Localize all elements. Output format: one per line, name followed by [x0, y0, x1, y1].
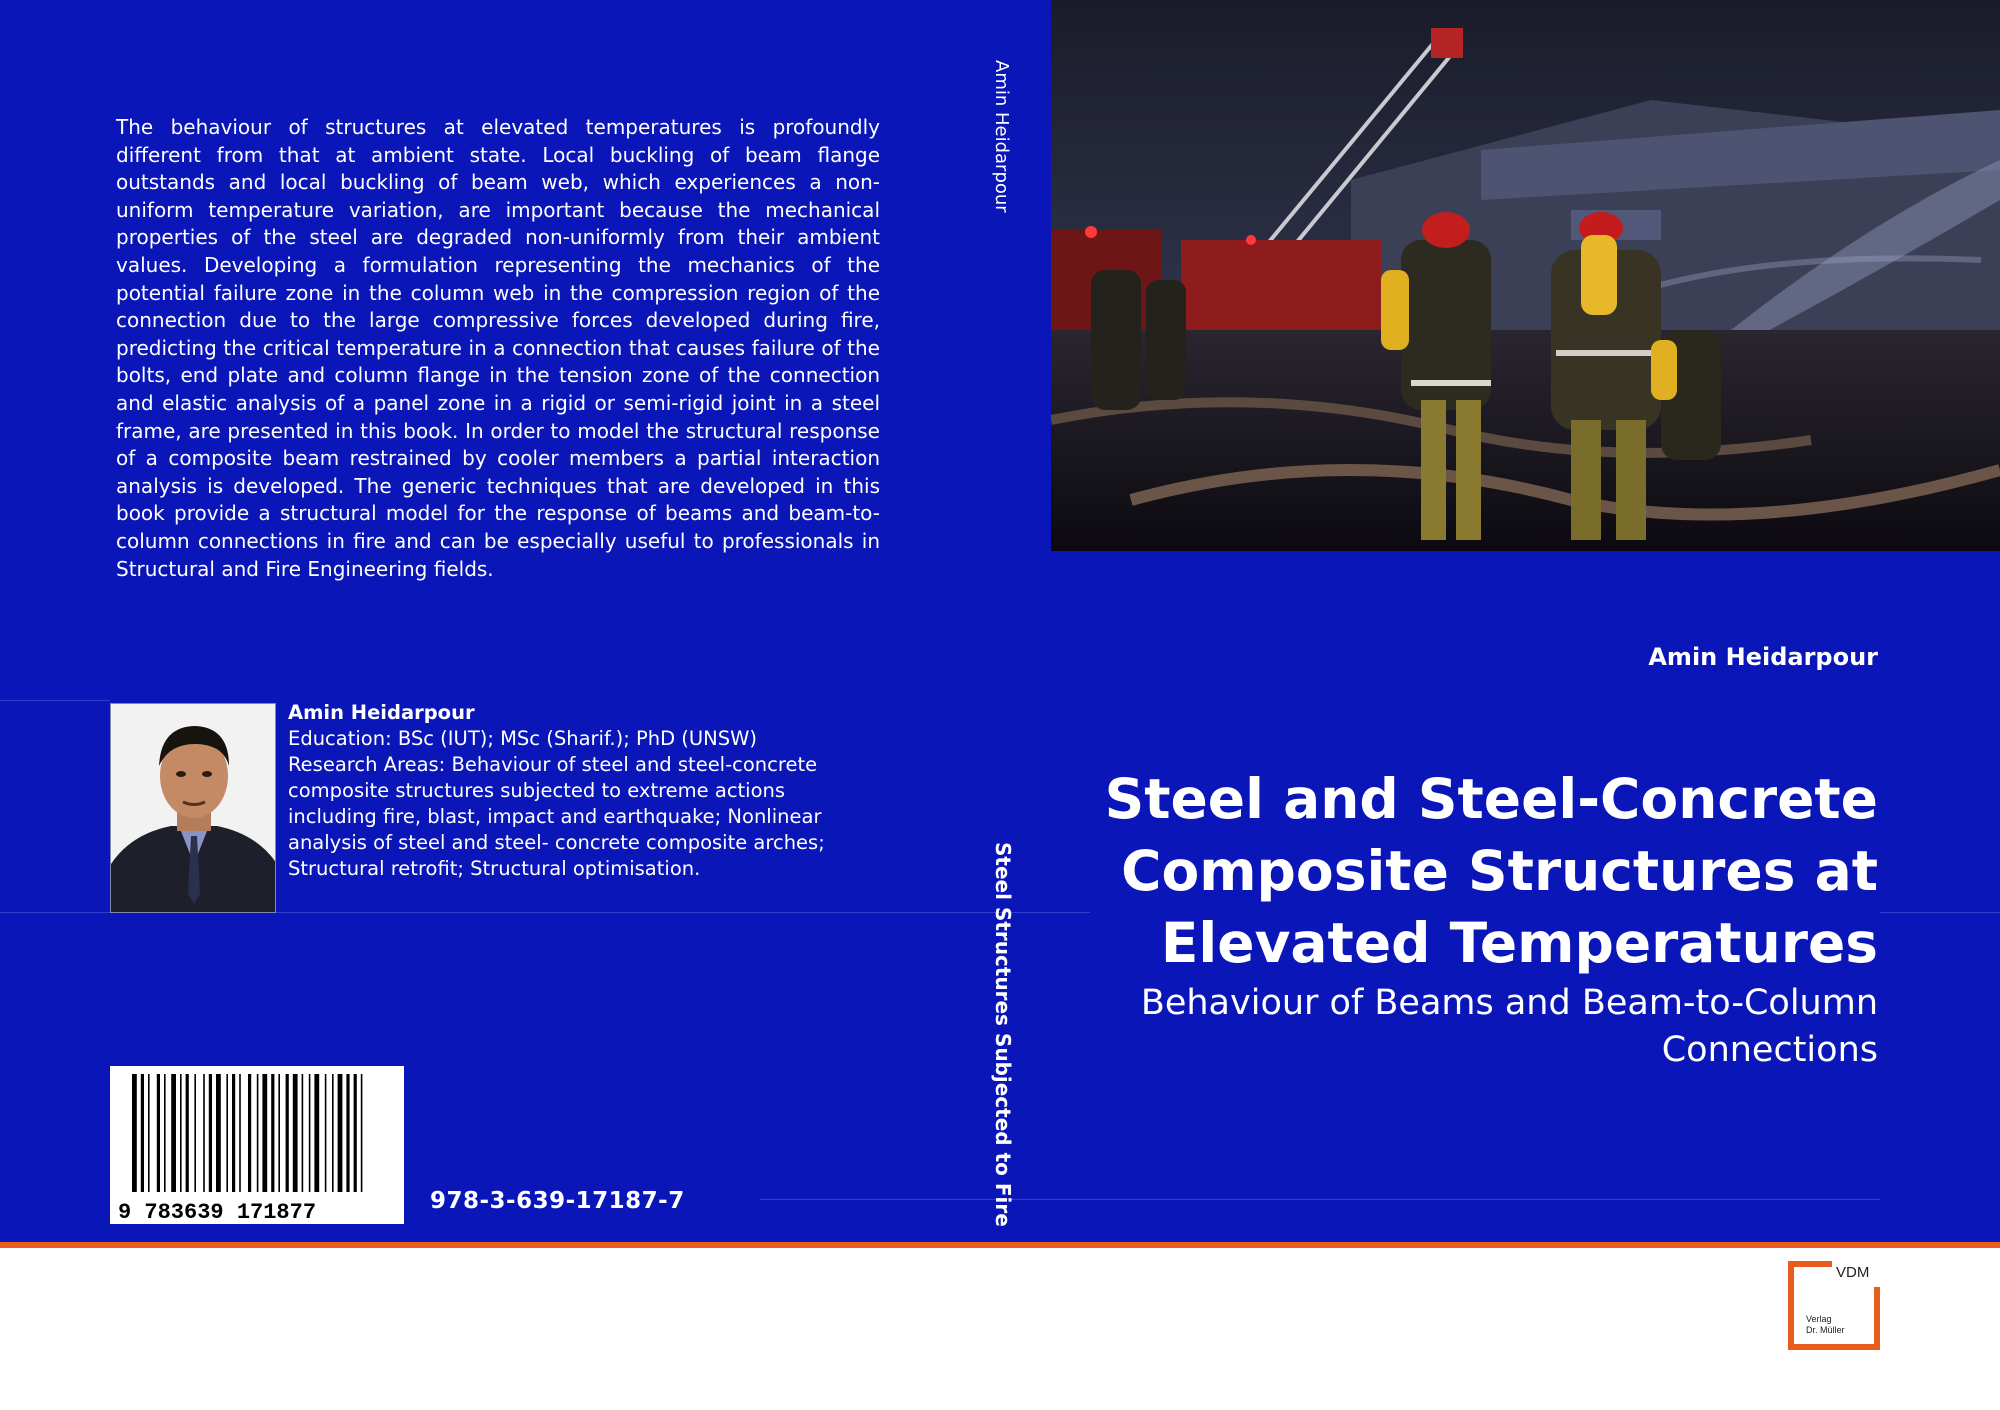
barcode-bar — [314, 1074, 319, 1192]
barcode-bar — [239, 1074, 241, 1192]
barcode-bar — [248, 1074, 251, 1192]
barcode-bar — [262, 1074, 267, 1192]
barcode-bar — [194, 1074, 196, 1192]
book-subtitle: Behaviour of Beams and Beam-to-Column Connections — [1140, 983, 1878, 1070]
back-cover-blurb: The behaviour of structures at elevated temperatures is profoundly different from that at ambient state. Local buckling of beam flange outstands and local buckling of beam web, which experiences a non-uniform temperature variation, are important because the mechanical properties of the steel are degraded non-uniformly from their ambient values. Developing a formulation representing the mechanics of the potential failure zone in the column web in the compression region of the connection due to the large compressive forces developed during fire, predicting the critical temperature in a connection that causes failure of the bolts, end plate and column flange in the tension zone of the connection and elastic analysis of a panel zone in a rigid or semi-rigid joint in a steel frame, are presented in this book. In order to model the structural response of a composite beam restrained by cooler members a partial interaction analysis is developed. The generic techniques that are developed in this book provide a structural model for the response of beams and beam-to-column connections in fire and can be especially useful to professionals in Structural and Fire Engineering fields. — [116, 115, 880, 581]
barcode-bar — [309, 1074, 311, 1192]
barcode-bar — [148, 1074, 150, 1192]
barcode-bar — [186, 1074, 189, 1192]
guide-line — [1880, 912, 2000, 913]
barcode-bar — [216, 1074, 221, 1192]
guide-line — [0, 700, 110, 701]
bottom-white-strip — [0, 1248, 2000, 1410]
barcode-bar — [346, 1074, 349, 1192]
barcode-bar — [257, 1074, 259, 1192]
book-title: Steel and Steel-Concrete Composite Structures at Elevated Temperatures — [1104, 767, 1878, 975]
barcode-bar — [203, 1074, 205, 1192]
author-bio — [288, 700, 848, 882]
barcode-digits: 9 783639 171877 — [118, 1200, 317, 1224]
barcode-bar — [278, 1074, 280, 1192]
firefighters-photo-icon — [1051, 0, 2000, 551]
barcode-bar — [209, 1074, 212, 1192]
spine-title: Steel Structures Subjected to Fire — [991, 842, 1015, 1227]
publisher-name: VDM — [1836, 1264, 1870, 1281]
barcode-bar — [132, 1074, 137, 1192]
barcode-bar — [293, 1074, 298, 1192]
spine-author: Amin Heidarpour — [991, 60, 1012, 213]
firefighters-photo — [1051, 0, 2000, 551]
barcode-bar — [271, 1074, 274, 1192]
barcode-bar — [354, 1074, 357, 1192]
author-photo — [110, 703, 276, 913]
barcode-bar — [157, 1074, 160, 1192]
isbn-number: 978-3-639-17187-7 — [430, 1188, 685, 1214]
barcode-bar — [286, 1074, 289, 1192]
barcode-bar — [226, 1074, 228, 1192]
barcode-bar — [302, 1074, 304, 1192]
barcode-bar — [232, 1074, 235, 1192]
author-portrait-icon — [111, 704, 276, 913]
barcode-bar — [164, 1074, 166, 1192]
barcode-bar — [141, 1074, 144, 1192]
bio-research-areas: Research Areas: Behaviour of steel and steel-concrete composite structures subjected to extreme actions including fire, blast, impact and earthquake; Nonlinear analysis of steel and steel- concrete composite arches; Structural retrofit; Structural optimisation. — [288, 753, 825, 880]
guide-line — [760, 1199, 1880, 1200]
publisher-line1: Verlag — [1806, 1314, 1832, 1324]
isbn-barcode — [110, 1066, 404, 1224]
barcode-bar — [361, 1074, 363, 1192]
barcode-bar — [171, 1074, 176, 1192]
publisher-line2: Dr. Müller — [1806, 1325, 1845, 1335]
logo-frame-top — [1788, 1261, 1832, 1267]
barcode-bar — [332, 1074, 334, 1192]
logo-frame-right — [1874, 1287, 1880, 1350]
front-author: Amin Heidarpour — [1648, 643, 1878, 671]
barcode-bar — [338, 1074, 343, 1192]
bio-author-name: Amin Heidarpour — [288, 701, 475, 724]
barcode-bar — [180, 1074, 182, 1192]
publisher-logo — [1788, 1261, 1880, 1350]
barcode-bar — [325, 1074, 327, 1192]
bio-education: Education: BSc (IUT); MSc (Sharif.); PhD (UNSW) — [288, 727, 758, 750]
barcode-icon — [110, 1066, 404, 1224]
